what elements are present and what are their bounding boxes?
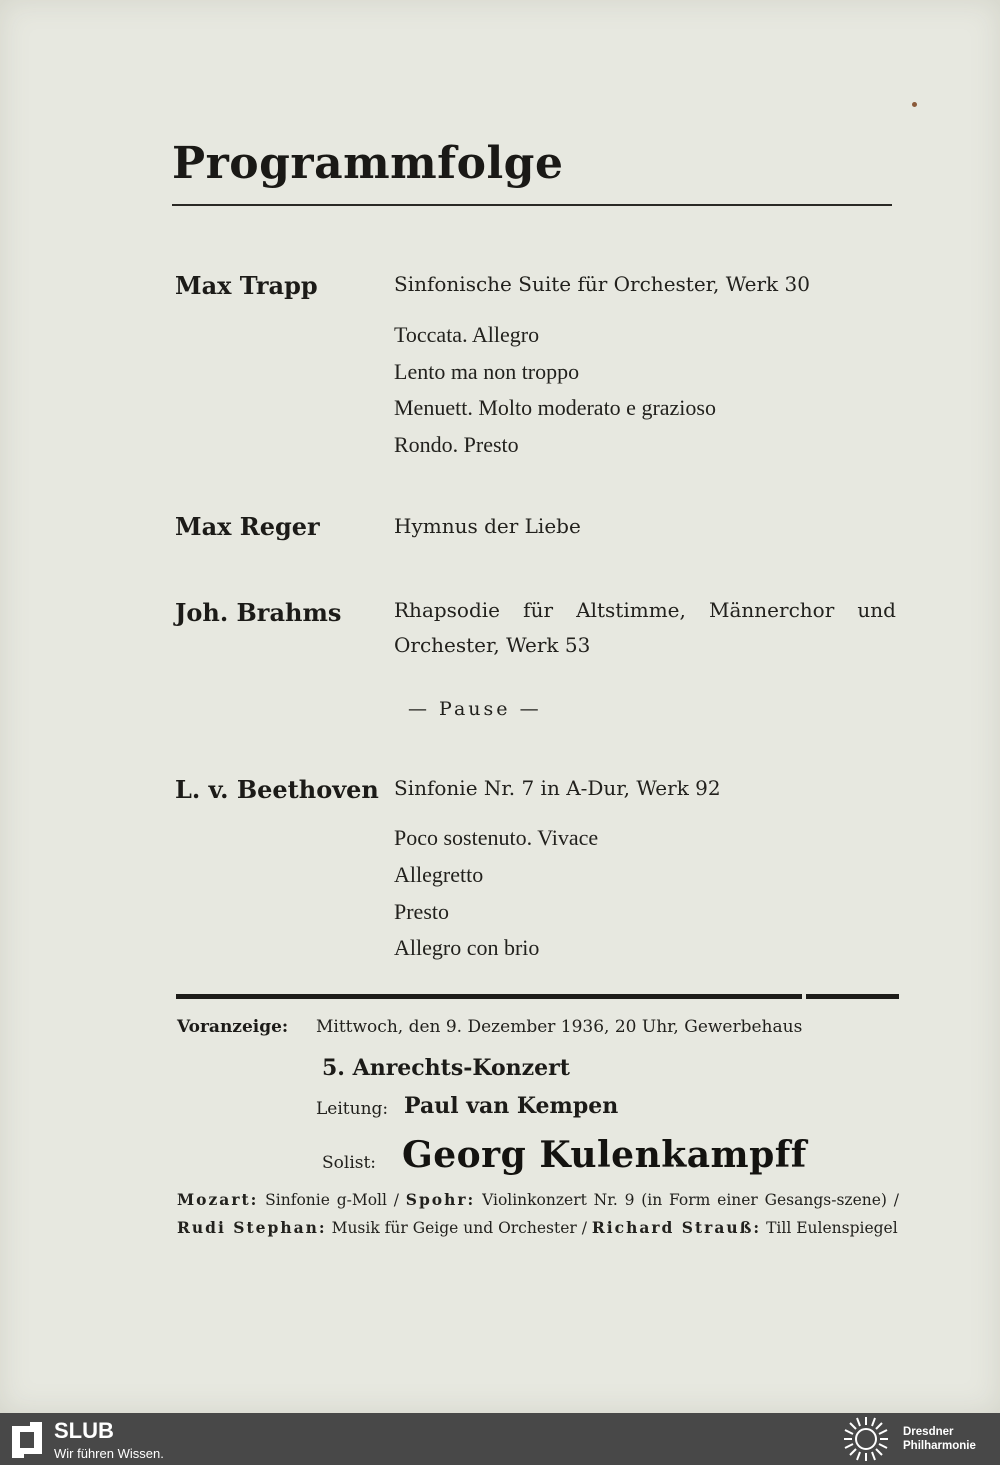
movement: Presto (394, 899, 449, 924)
preview-work: Musik für Geige und Orchester / (331, 1219, 592, 1237)
partner-name-line1: Dresdner (903, 1426, 954, 1438)
work-title: Sinfonie Nr. 7 in A-Dur, Werk 92 (394, 776, 721, 800)
composer-name: Max Trapp (175, 271, 318, 300)
preview-label: Voranzeige: (177, 1017, 289, 1037)
work-title: Rhapsodie für Altstimme, Männerchor und Orchester, Werk 53 (394, 598, 896, 657)
conductor-name: Paul van Kempen (404, 1093, 619, 1119)
preview-date: Mittwoch, den 9. Dezember 1936, 20 Uhr, Gewerbehaus (316, 1017, 803, 1037)
composer-name: L. v. Beethoven (175, 775, 379, 804)
work-title: Sinfonische Suite für Orchester, Werk 30 (394, 272, 810, 296)
slub-logo-icon[interactable] (8, 1420, 46, 1460)
composer-name: Joh. Brahms (175, 598, 342, 627)
preview-composer: Spohr: (405, 1190, 476, 1209)
show-through (820, 470, 848, 564)
preview-program (177, 1186, 899, 1242)
movement: Allegretto (394, 862, 484, 887)
soloist-label: Solist: (322, 1153, 377, 1173)
movement: Toccata. Allegro (394, 322, 540, 347)
library-tagline: Wir führen Wissen. (54, 1446, 164, 1461)
work-title: Hymnus der Liebe (394, 514, 581, 538)
title-divider (172, 204, 892, 206)
composer-name: Max Reger (175, 512, 320, 541)
preview-work: Till Eulenspiegel (766, 1219, 898, 1237)
movement: Menuett. Molto moderato e grazioso (394, 395, 716, 420)
conductor-label: Leitung: (316, 1099, 389, 1119)
intermission-label: — Pause — (408, 698, 542, 720)
section-divider (176, 994, 802, 999)
movement: Rondo. Presto (394, 432, 519, 457)
paper-speck (912, 102, 917, 107)
partner-name-line2: Philharmonie (903, 1440, 976, 1452)
section-divider (806, 994, 899, 999)
preview-work: Violinkonzert Nr. 9 (in Form einer Gesangs-szene) / (482, 1191, 899, 1209)
preview-work: Sinfonie g-Moll / (265, 1191, 406, 1209)
movement: Poco sostenuto. Vivace (394, 825, 599, 850)
partner-name[interactable] (903, 1425, 998, 1453)
preview-composer: Richard Strauß: (591, 1218, 762, 1237)
page-title: Programmfolge (172, 138, 564, 189)
preview-composer: Rudi Stephan: (177, 1218, 327, 1237)
philharmonie-logo-icon[interactable] (840, 1415, 892, 1463)
movement: Lento ma non troppo (394, 359, 580, 384)
library-name[interactable]: SLUB (54, 1418, 114, 1443)
soloist-name: Georg Kulenkampff (402, 1134, 807, 1176)
movement: Allegro con brio (394, 935, 540, 960)
preview-composer: Mozart: (177, 1190, 259, 1209)
preview-concert-title: 5. Anrechts-Konzert (322, 1055, 570, 1081)
